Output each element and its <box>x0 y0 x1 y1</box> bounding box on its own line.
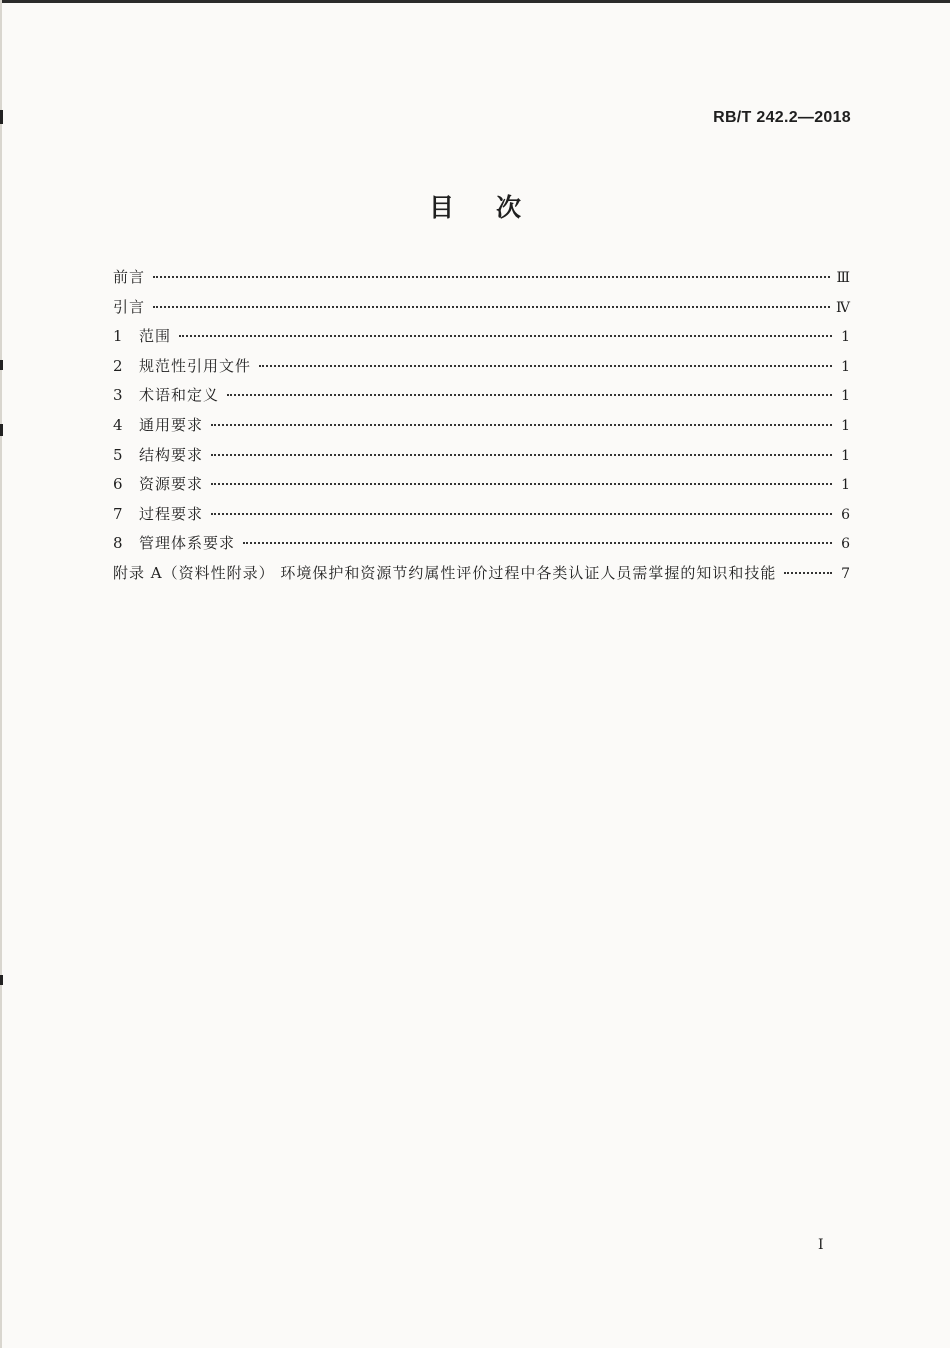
toc-entry-number: 4 <box>113 415 123 434</box>
table-of-contents <box>113 266 850 592</box>
toc-entry-page: 7 <box>841 565 850 582</box>
toc-entry-page: 1 <box>841 447 850 464</box>
toc-entry-number: 7 <box>113 504 123 523</box>
toc-entry-number: 5 <box>113 445 123 464</box>
toc-entry-label: 术语和定义 <box>139 386 220 405</box>
dot-leader <box>153 276 830 278</box>
toc-entry[interactable] <box>113 325 850 355</box>
dot-leader <box>243 542 832 544</box>
dot-leader <box>227 394 832 396</box>
toc-entry[interactable] <box>113 414 850 444</box>
toc-entry[interactable] <box>113 444 850 474</box>
scan-border-top <box>0 0 950 3</box>
document-code: RB/T 242.2—2018 <box>713 109 851 126</box>
toc-entry[interactable] <box>113 384 850 414</box>
dot-leader <box>211 424 832 426</box>
scan-mark <box>0 975 3 985</box>
toc-entry-label: 资源要求 <box>139 475 204 494</box>
toc-entry-number: 6 <box>113 475 123 494</box>
toc-entry-number: 3 <box>113 386 123 405</box>
dot-leader <box>784 572 832 574</box>
scan-mark <box>0 360 3 370</box>
dot-leader <box>211 483 832 485</box>
toc-entry-label: 附录 A（资料性附录） 环境保护和资源节约属性评价过程中各类认证人员需掌握的知识和技能 <box>113 563 777 582</box>
toc-entry-page: Ⅳ <box>836 299 850 316</box>
toc-entry-page: 1 <box>841 329 850 346</box>
dot-leader <box>259 365 832 367</box>
toc-entry-label: 结构要求 <box>139 445 204 464</box>
toc-entry-number: 8 <box>113 534 123 553</box>
dot-leader <box>211 454 832 456</box>
dot-leader <box>179 335 832 337</box>
toc-entry[interactable] <box>113 503 850 533</box>
toc-entry-label: 通用要求 <box>139 415 204 434</box>
toc-entry-label: 前言 <box>113 268 146 286</box>
toc-entry[interactable] <box>113 562 850 592</box>
toc-entry[interactable] <box>113 473 850 503</box>
toc-entry-page: 1 <box>841 358 850 375</box>
toc-entry-label: 管理体系要求 <box>139 534 236 553</box>
toc-entry[interactable] <box>113 266 850 296</box>
toc-entry-label: 规范性引用文件 <box>139 356 252 375</box>
toc-entry-label: 范围 <box>139 327 172 346</box>
toc-entry-page: 1 <box>841 477 850 494</box>
page-title: 目次 <box>428 193 563 222</box>
scan-mark <box>0 110 3 124</box>
toc-entry-label: 过程要求 <box>139 504 204 523</box>
toc-entry-label: 引言 <box>113 297 146 316</box>
toc-entry-page: 6 <box>841 506 850 523</box>
toc-entry[interactable] <box>113 296 850 326</box>
toc-entry-page: 1 <box>841 417 850 434</box>
toc-entry-number: 2 <box>113 356 123 375</box>
toc-entry[interactable] <box>113 355 850 385</box>
scan-mark <box>0 424 3 436</box>
page-number: I <box>818 1237 824 1253</box>
dot-leader <box>211 513 832 515</box>
toc-entry-page: 6 <box>841 536 850 553</box>
toc-entry-page: Ⅲ <box>836 270 850 286</box>
toc-entry-number: 1 <box>113 327 123 346</box>
dot-leader <box>153 306 830 308</box>
toc-entry-page: 1 <box>841 388 850 405</box>
toc-entry[interactable] <box>113 532 850 562</box>
